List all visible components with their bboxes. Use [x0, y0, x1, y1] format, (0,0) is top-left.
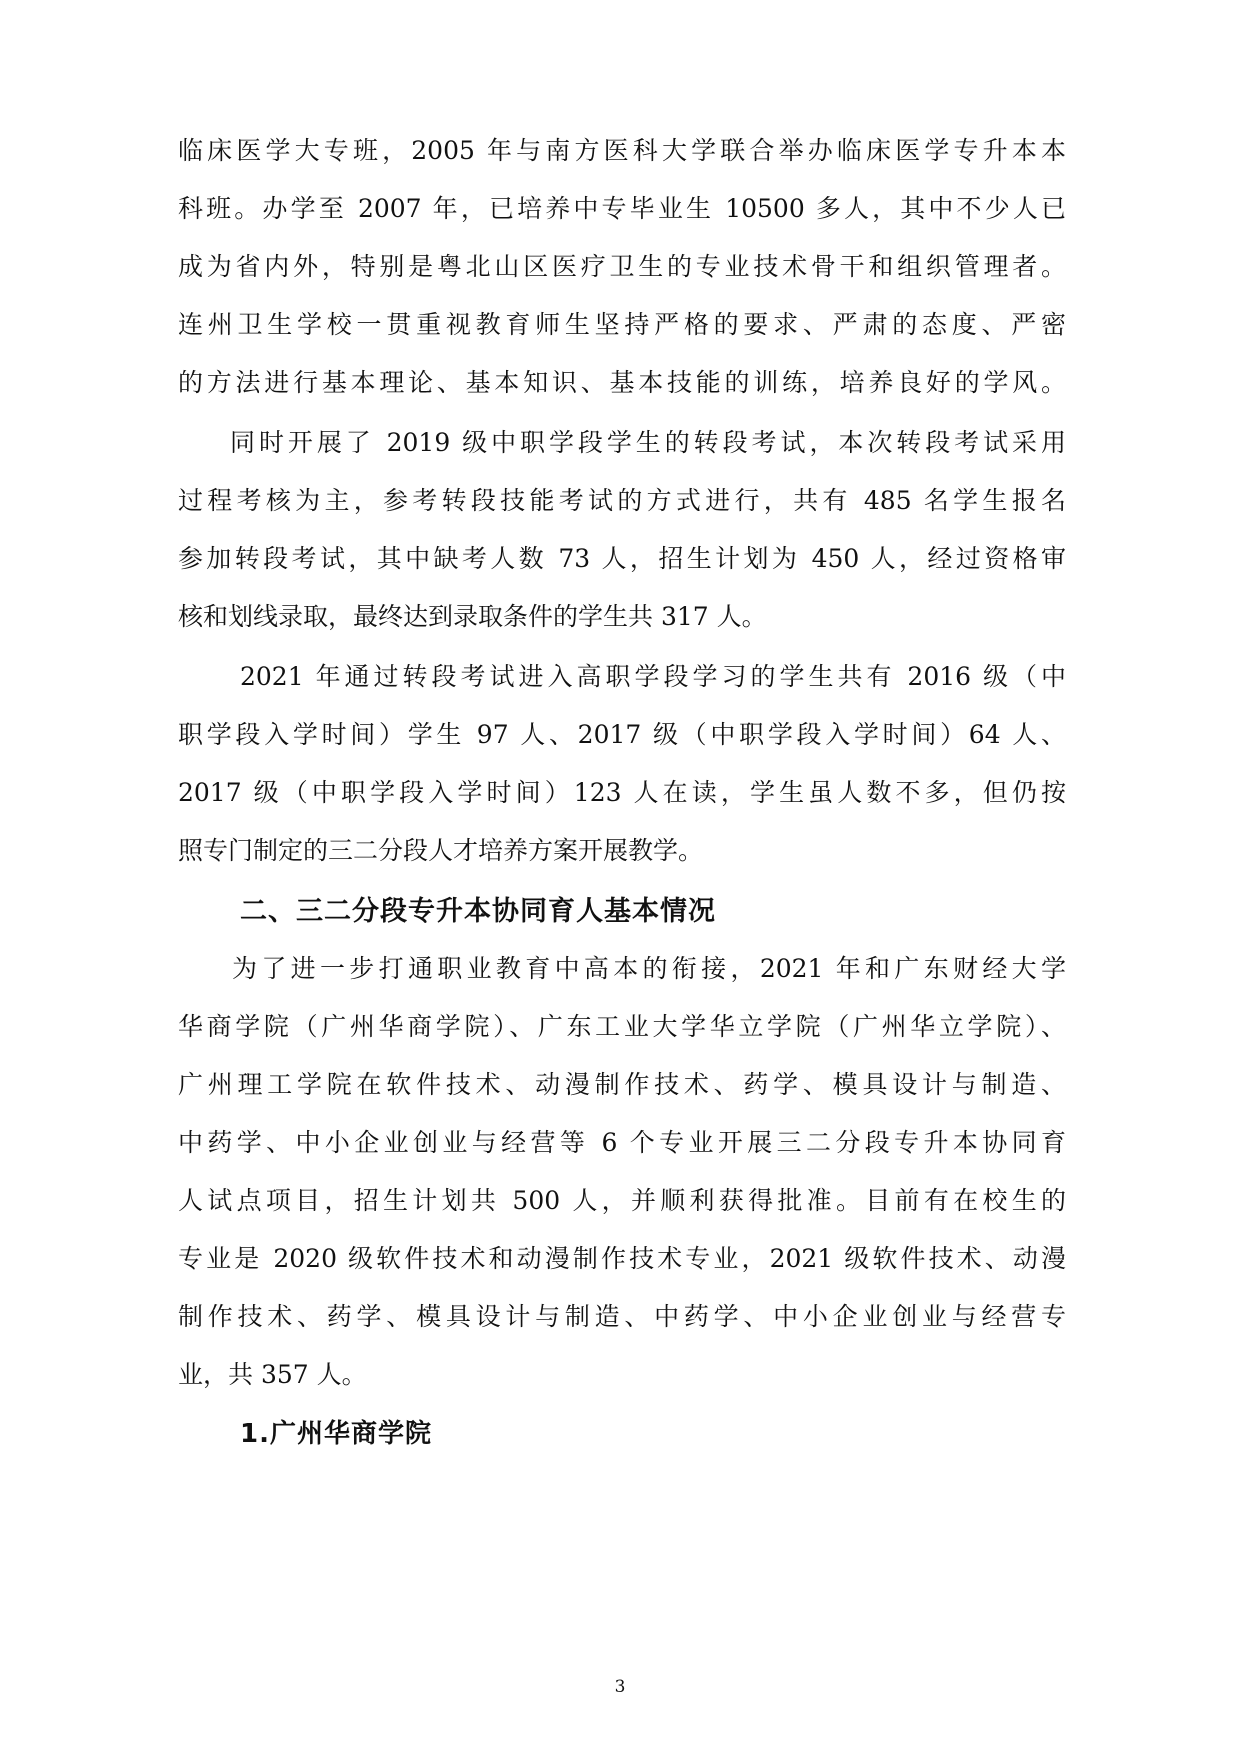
paragraph-4-line-3: 广州理工学院在软件技术、动漫制作技术、药学、模具设计与制造、: [178, 1070, 1066, 1099]
section-heading: 二、三二分段专升本协同育人基本情况: [240, 896, 716, 927]
paragraph-1-line-5: 的方法进行基本理论、基本知识、基本技能的训练，培养良好的学风。: [178, 368, 1066, 397]
paragraph-4-line-2: 华商学院（广州华商学院）、广东工业大学华立学院（广州华立学院）、: [178, 1012, 1066, 1041]
paragraph-4-line-7: 制作技术、药学、模具设计与制造、中药学、中小企业创业与经营专: [178, 1302, 1066, 1331]
paragraph-2-line-1: 同时开展了 2019 级中职学段学生的转段考试，本次转段考试采用: [230, 428, 1066, 457]
paragraph-3-line-1: 2021 年通过转段考试进入高职学段学习的学生共有 2016 级（中: [240, 662, 1066, 691]
paragraph-3-line-3: 2017 级（中职学段入学时间）123 人在读，学生虽人数不多，但仍按: [178, 778, 1066, 807]
page-number: 3: [614, 1677, 626, 1697]
paragraph-2-line-3: 参加转段考试，其中缺考人数 73 人，招生计划为 450 人，经过资格审: [178, 544, 1066, 573]
paragraph-4-line-4: 中药学、中小企业创业与经营等 6 个专业开展三二分段专升本协同育: [178, 1128, 1066, 1157]
paragraph-2-line-4: 核和划线录取，最终达到录取条件的学生共 317 人。: [178, 602, 767, 631]
subsection-heading: 1.广州华商学院: [240, 1419, 432, 1449]
paragraph-2-line-2: 过程考核为主，参考转段技能考试的方式进行，共有 485 名学生报名: [178, 486, 1066, 515]
paragraph-4-line-1: 为了进一步打通职业教育中高本的衔接，2021 年和广东财经大学: [232, 954, 1066, 983]
paragraph-4-line-6: 专业是 2020 级软件技术和动漫制作技术专业，2021 级软件技术、动漫: [178, 1244, 1066, 1273]
paragraph-3-line-2: 职学段入学时间）学生 97 人、2017 级（中职学段入学时间）64 人、: [178, 720, 1066, 749]
paragraph-3-line-4: 照专门制定的三二分段人才培养方案开展教学。: [178, 836, 704, 865]
paragraph-4-line-5: 人试点项目，招生计划共 500 人，并顺利获得批准。目前有在校生的: [178, 1186, 1066, 1215]
paragraph-4-line-8: 业，共 357 人。: [178, 1360, 367, 1389]
paragraph-1-line-3: 成为省内外，特别是粤北山区医疗卫生的专业技术骨干和组织管理者。: [178, 252, 1066, 281]
paragraph-1-line-4: 连州卫生学校一贯重视教育师生坚持严格的要求、严肃的态度、严密: [178, 310, 1066, 339]
paragraph-1-line-2: 科班。办学至 2007 年，已培养中专毕业生 10500 多人，其中不少人已: [178, 194, 1066, 223]
paragraph-1-line-1: 临床医学大专班，2005 年与南方医科大学联合举办临床医学专升本本: [178, 136, 1066, 165]
